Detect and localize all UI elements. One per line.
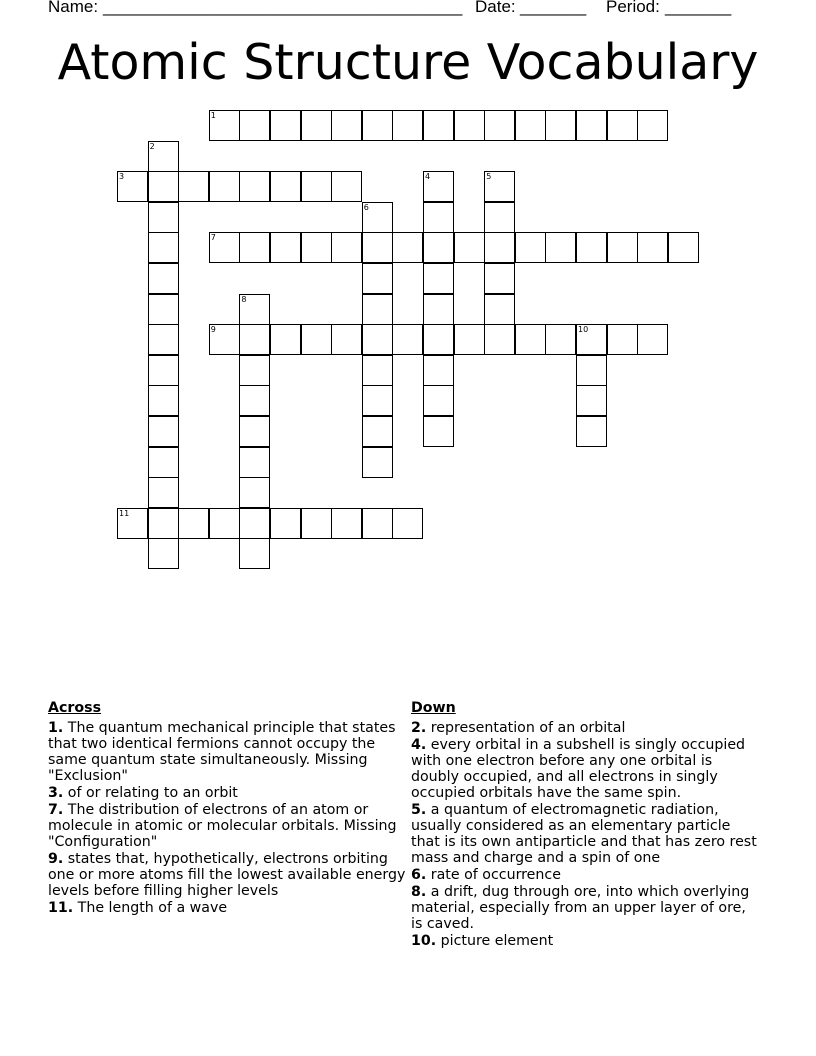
crossword-cell[interactable]	[515, 324, 546, 355]
crossword-cell[interactable]	[239, 477, 270, 508]
crossword-cell[interactable]	[270, 508, 301, 539]
crossword-cell[interactable]	[576, 355, 607, 386]
crossword-cell[interactable]	[301, 171, 332, 202]
clue-number-label: 2	[149, 141, 155, 151]
crossword-cell[interactable]	[484, 171, 515, 202]
crossword-cell[interactable]	[362, 110, 393, 141]
crossword-cell[interactable]	[331, 232, 362, 263]
clue-number: 7.	[48, 802, 64, 818]
date-label: Date:	[475, 0, 516, 16]
crossword-cell[interactable]	[148, 508, 179, 539]
clue-number-label: 6	[363, 202, 369, 212]
clue-item	[411, 884, 761, 932]
crossword-cell[interactable]	[392, 110, 423, 141]
crossword-cell[interactable]	[362, 263, 393, 294]
clue-text: a drift, dug through ore, into which overlying material, especially from an upper layer of ore, is caved.	[411, 884, 750, 932]
crossword-cell[interactable]	[607, 110, 638, 141]
crossword-cell[interactable]	[454, 110, 485, 141]
crossword-cell[interactable]	[392, 508, 423, 539]
crossword-cell[interactable]	[392, 232, 423, 263]
crossword-cell[interactable]	[239, 508, 270, 539]
crossword-cell[interactable]	[484, 294, 515, 325]
crossword-cell[interactable]	[209, 171, 240, 202]
crossword-cell[interactable]	[545, 324, 576, 355]
clue-text: rate of occurrence	[430, 867, 561, 883]
crossword-cell[interactable]	[239, 232, 270, 263]
clue-number: 2.	[411, 720, 427, 736]
clue-number: 10.	[411, 933, 437, 949]
crossword-cell[interactable]	[148, 385, 179, 416]
clue-item	[411, 867, 761, 883]
crossword-cell[interactable]	[148, 141, 179, 172]
clue-item	[48, 802, 410, 850]
crossword-cell[interactable]	[423, 202, 454, 233]
crossword-cell[interactable]	[148, 202, 179, 233]
crossword-cell[interactable]	[423, 263, 454, 294]
clue-number: 8.	[411, 884, 427, 900]
crossword-cell[interactable]	[148, 171, 179, 202]
crossword-cell[interactable]	[148, 324, 179, 355]
crossword-cell[interactable]	[545, 232, 576, 263]
crossword-cell[interactable]	[209, 508, 240, 539]
crossword-cell[interactable]	[209, 324, 240, 355]
crossword-cell[interactable]	[637, 324, 668, 355]
clue-number-label: 8	[241, 294, 247, 304]
crossword-cell[interactable]	[362, 385, 393, 416]
crossword-cell[interactable]	[148, 447, 179, 478]
clue-number: 1.	[48, 720, 64, 736]
crossword-cell[interactable]	[239, 355, 270, 386]
crossword-cell[interactable]	[209, 232, 240, 263]
crossword-cell[interactable]	[362, 416, 393, 447]
crossword-cell[interactable]	[148, 538, 179, 569]
clue-text: The distribution of electrons of an atom or molecule in atomic or molecular orbitals. Missing "Configuration"	[48, 802, 397, 850]
clue-text: of or relating to an orbit	[67, 785, 238, 801]
across-clues	[48, 700, 410, 917]
crossword-cell[interactable]	[637, 110, 668, 141]
crossword-cell[interactable]	[239, 447, 270, 478]
clue-text: states that, hypothetically, electrons orbiting one or more atoms fill the lowest available energy levels before filling higher levels	[48, 851, 406, 899]
crossword-cell[interactable]	[576, 324, 607, 355]
crossword-cell[interactable]	[148, 263, 179, 294]
crossword-cell[interactable]	[362, 294, 393, 325]
clue-number-label: 4	[425, 172, 431, 182]
name-label: Name:	[48, 0, 99, 16]
clue-number-label: 1	[210, 111, 216, 120]
down-clues	[411, 700, 761, 950]
crossword-cell[interactable]	[301, 232, 332, 263]
clue-number: 9.	[48, 851, 64, 867]
clue-item	[411, 737, 761, 801]
clue-item	[411, 720, 761, 736]
crossword-cell[interactable]	[239, 538, 270, 569]
crossword-cell[interactable]	[668, 232, 699, 263]
crossword-cell[interactable]	[148, 477, 179, 508]
crossword-cell[interactable]	[576, 232, 607, 263]
clue-number: 6.	[411, 867, 427, 883]
crossword-cell[interactable]	[117, 171, 148, 202]
clue-number-label: 11	[119, 508, 130, 518]
crossword-cell[interactable]	[362, 508, 393, 539]
crossword-cell[interactable]	[423, 294, 454, 325]
crossword-cell[interactable]	[148, 355, 179, 386]
crossword-cell[interactable]	[209, 110, 240, 141]
crossword-cell[interactable]	[576, 385, 607, 416]
date-field[interactable]: _______	[520, 0, 587, 16]
crossword-cell[interactable]	[484, 232, 515, 263]
crossword-cell[interactable]	[576, 416, 607, 447]
clue-number: 4.	[411, 737, 427, 753]
crossword-cell[interactable]	[331, 110, 362, 141]
clue-item	[48, 720, 410, 784]
clue-number-label: 3	[119, 172, 125, 182]
crossword-cell[interactable]	[454, 232, 485, 263]
clue-number-label: 10	[578, 325, 589, 335]
crossword-cell[interactable]	[239, 385, 270, 416]
crossword-cell[interactable]	[423, 385, 454, 416]
crossword-cell[interactable]	[270, 324, 301, 355]
crossword-cell[interactable]	[576, 110, 607, 141]
page-title: Atomic Structure Vocabulary	[57, 34, 759, 91]
clue-item	[48, 785, 410, 801]
crossword-cell[interactable]	[148, 232, 179, 263]
crossword-cell[interactable]	[331, 324, 362, 355]
clue-item	[48, 851, 410, 899]
clue-number-label: 9	[210, 325, 216, 335]
crossword-cell[interactable]	[484, 263, 515, 294]
crossword-cell[interactable]	[454, 324, 485, 355]
crossword-cell[interactable]	[301, 110, 332, 141]
crossword-cell[interactable]	[515, 110, 546, 141]
crossword-cell[interactable]	[270, 110, 301, 141]
crossword-cell[interactable]	[362, 324, 393, 355]
clue-text: The length of a wave	[77, 900, 228, 916]
crossword-cell[interactable]	[362, 355, 393, 386]
crossword-cell[interactable]	[270, 232, 301, 263]
clue-text: picture element	[440, 933, 554, 949]
crossword-cell[interactable]	[148, 416, 179, 447]
clue-number-label: 7	[210, 233, 216, 243]
clue-number-label: 5	[486, 172, 492, 182]
crossword-cell[interactable]	[423, 171, 454, 202]
crossword-cell[interactable]	[178, 508, 209, 539]
crossword-cell[interactable]	[117, 508, 148, 539]
crossword-cell[interactable]	[239, 110, 270, 141]
crossword-cell[interactable]	[423, 416, 454, 447]
crossword-cell[interactable]	[148, 294, 179, 325]
period-field[interactable]: _______	[665, 0, 732, 16]
clue-text: a quantum of electromagnetic radiation, usually considered as an elementary particle that is its own antiparticle and that has zero rest mass and charge and a spin of one	[411, 802, 757, 866]
crossword-cell[interactable]	[484, 110, 515, 141]
clue-text: representation of an orbital	[430, 720, 626, 736]
crossword-cell[interactable]	[270, 171, 301, 202]
name-field[interactable]: ______________________________________	[103, 0, 463, 16]
period-label: Period:	[606, 0, 660, 16]
crossword-cell[interactable]	[607, 232, 638, 263]
crossword-cell[interactable]	[515, 232, 546, 263]
crossword-cell[interactable]	[239, 171, 270, 202]
crossword-cell[interactable]	[301, 324, 332, 355]
crossword-cell[interactable]	[331, 171, 362, 202]
crossword-cell[interactable]	[239, 324, 270, 355]
crossword-cell[interactable]	[423, 110, 454, 141]
crossword-cell[interactable]	[423, 232, 454, 263]
clue-number: 3.	[48, 785, 64, 801]
clue-text: every orbital in a subshell is singly occupied with one electron before any one orbital is doubly occupied, and all electrons in singly occupied orbitals have the same spin.	[411, 737, 746, 801]
clue-number: 11.	[48, 900, 74, 916]
clue-text: The quantum mechanical principle that states that two identical fermions cannot occupy the same quantum state simultaneously. Missing "Exclusion"	[48, 720, 396, 784]
crossword-cell[interactable]	[545, 110, 576, 141]
crossword-cell[interactable]	[301, 508, 332, 539]
crossword-cell[interactable]	[423, 324, 454, 355]
down-heading: Down	[411, 700, 456, 716]
across-heading: Across	[48, 700, 102, 716]
clue-item	[411, 933, 761, 949]
crossword-cell[interactable]	[484, 202, 515, 233]
clue-item	[411, 802, 761, 866]
clue-number: 5.	[411, 802, 427, 818]
crossword-cell[interactable]	[362, 232, 393, 263]
crossword-cell[interactable]	[637, 232, 668, 263]
clue-item	[48, 900, 410, 916]
crossword-cell[interactable]	[392, 324, 423, 355]
crossword-cell[interactable]	[362, 447, 393, 478]
crossword-cell[interactable]	[362, 202, 393, 233]
crossword-cell[interactable]	[331, 508, 362, 539]
crossword-cell[interactable]	[239, 294, 270, 325]
crossword-cell[interactable]	[178, 171, 209, 202]
crossword-cell[interactable]	[239, 416, 270, 447]
crossword-cell[interactable]	[423, 355, 454, 386]
crossword-cell[interactable]	[484, 324, 515, 355]
crossword-cell[interactable]	[607, 324, 638, 355]
